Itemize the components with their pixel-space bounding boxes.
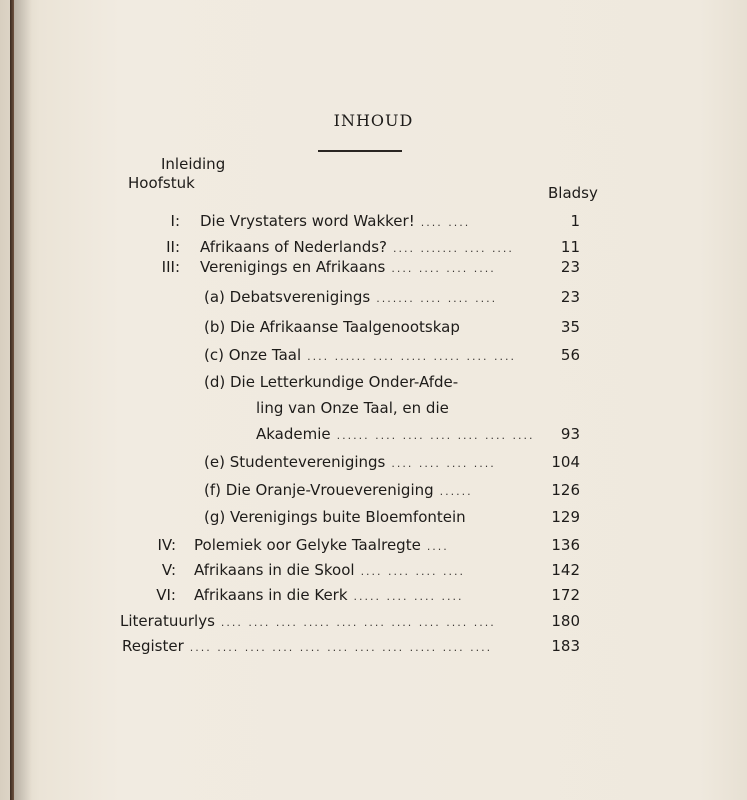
toc-page-number: 56	[560, 346, 580, 364]
toc-entry	[110, 508, 580, 530]
toc-leader-dots: ....	[426, 540, 449, 553]
toc-entry-title: Literatuurlys	[120, 612, 215, 630]
toc-entry	[110, 258, 580, 280]
toc-page-number: 23	[560, 288, 580, 306]
toc-leader-dots: .... ...... .... ..... ..... .... ....	[307, 350, 517, 363]
toc-entry-title: Polemiek oor Gelyke Taalregte	[194, 536, 421, 554]
toc-entry	[110, 212, 580, 234]
toc-chapter-number: IV:	[157, 536, 176, 554]
toc-entry-title: Afrikaans in die Skool	[194, 561, 355, 579]
toc-page-number: 35	[560, 318, 580, 336]
toc-page-number: 136	[551, 536, 580, 554]
toc-page-number: 11	[560, 238, 580, 256]
toc-page-number: 1	[570, 212, 580, 230]
toc-entry-title: (e) Studenteverenigings	[204, 453, 386, 471]
toc-entry	[110, 481, 580, 503]
toc-entry	[110, 561, 580, 583]
toc-chapter-number: I:	[170, 212, 180, 230]
toc-entry-title: (a) Debatsverenigings	[204, 288, 371, 306]
toc-leader-dots: ..... .... .... ....	[353, 590, 464, 603]
toc-leader-dots: ...... .... .... .... .... .... ....	[336, 429, 535, 442]
toc-leader-dots: .... ....... .... ....	[393, 242, 514, 255]
toc-chapter-number: VI:	[156, 586, 176, 604]
toc-entry-title: (g) Verenigings buite Bloemfontein	[204, 508, 466, 526]
page-title	[0, 111, 747, 130]
toc-leader-dots: .... ....	[420, 216, 471, 229]
toc-page-number: 23	[560, 258, 580, 276]
toc-leader-dots: .... .... .... ....	[360, 565, 465, 578]
toc-entry-title: (c) Onze Taal	[204, 346, 302, 364]
page-title-text: INHOUD	[333, 111, 414, 130]
toc-page-number: 93	[560, 425, 580, 443]
toc-page-number: 180	[551, 612, 580, 630]
hoofstuk-label: Hoofstuk	[128, 174, 195, 192]
toc-page-number: 126	[551, 481, 580, 499]
toc-leader-dots: .... .... .... ..... .... .... .... .... .... ....	[220, 616, 496, 629]
toc-entry-title: Afrikaans of Nederlands?	[200, 238, 387, 256]
toc-leader-dots: .... .... .... ....	[391, 457, 496, 470]
toc-entry	[110, 586, 580, 608]
toc-chapter-number: III:	[161, 258, 180, 276]
toc-entry	[110, 288, 580, 310]
toc-leader-dots: .... .... .... ....	[391, 262, 496, 275]
inleiding-label: Inleiding	[161, 155, 226, 173]
toc-page-number: 104	[551, 453, 580, 471]
toc-entry-continuation	[110, 399, 580, 421]
toc-entry	[110, 536, 580, 558]
toc-entry-title: Afrikaans in die Kerk	[194, 586, 348, 604]
toc-entry	[110, 453, 580, 475]
toc-entry-title: Register	[122, 637, 184, 655]
toc-page-number: 142	[551, 561, 580, 579]
toc-entry	[110, 612, 580, 634]
toc-page-number: 129	[551, 508, 580, 526]
toc-entry-title: (d) Die Letterkundige Onder-Afde-	[204, 373, 459, 391]
toc-entry-title: ling van Onze Taal, en die	[256, 399, 449, 417]
title-rule	[318, 150, 402, 152]
toc-page-number: 172	[551, 586, 580, 604]
toc-entry-title: (f) Die Oranje-Vrouevereniging	[204, 481, 434, 499]
toc-entry-title: Verenigings en Afrikaans	[200, 258, 386, 276]
toc-entry-title: Akademie	[256, 425, 331, 443]
toc-entry-title: (b) Die Afrikaanse Taalgenootskap	[204, 318, 460, 336]
toc-page-number: 183	[551, 637, 580, 655]
toc-leader-dots: ....... .... .... ....	[376, 292, 498, 305]
toc-chapter-number: V:	[161, 561, 176, 579]
bladsy-label: Bladsy	[548, 184, 598, 202]
toc-entry	[110, 318, 580, 340]
toc-leader-dots: ......	[439, 485, 473, 498]
toc-chapter-number: II:	[166, 238, 180, 256]
toc-entry-continuation	[110, 425, 580, 447]
toc-entry	[110, 373, 580, 395]
toc-entry	[110, 637, 580, 659]
toc-entry-title: Die Vrystaters word Wakker!	[200, 212, 415, 230]
toc-leader-dots: .... .... .... .... .... .... .... .... ..... .... ....	[189, 641, 493, 654]
toc-entry	[110, 346, 580, 368]
toc-entry	[110, 238, 580, 260]
